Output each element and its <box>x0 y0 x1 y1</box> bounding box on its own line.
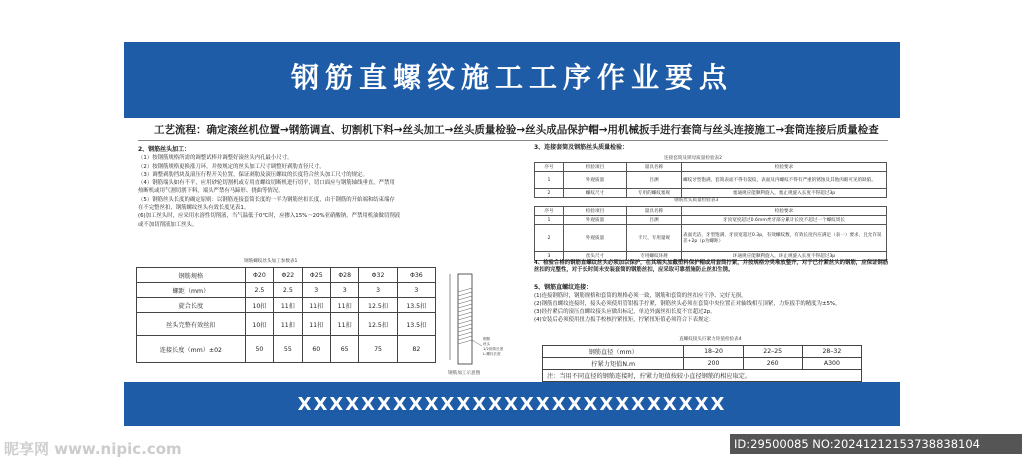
table-cell: 外观质量 <box>564 172 627 189</box>
table-cell: 65 <box>330 336 358 363</box>
diagram-label: 丝头 <box>483 342 491 346</box>
diagram-label: 钢筋 <box>483 337 491 341</box>
table-row <box>535 225 887 252</box>
table-cell: 2 <box>535 225 564 252</box>
table-cell: 量具名称 <box>627 163 682 172</box>
table-cell: 260 <box>743 358 802 370</box>
table2-caption: 连接套筒及锁母质量检验表2 <box>664 156 723 161</box>
table-row <box>137 298 436 313</box>
table-cell: Φ36 <box>397 268 435 283</box>
table-cell: 塞通规应能顺利旋入，塞止规旋入长度不得超过3p <box>682 189 887 198</box>
table-cell: A300 <box>802 358 861 370</box>
protection-section <box>534 260 889 274</box>
table3-caption: 钢筋丝头质量检验表3 <box>674 198 719 203</box>
table-cell: 连接长度（mm）±02 <box>137 336 246 363</box>
table-cell: 10扣 <box>245 298 273 313</box>
table-cell: 11扣 <box>330 298 358 313</box>
section-line: (2)钢筋直螺纹连接时，接头必须使用管钳扳手拧紧，钢筋丝头必须在套筒中央位置正对轴线相互顶紧，力矩扳手的精度为±5%。 <box>534 301 841 307</box>
table-cell: 序号 <box>535 207 564 216</box>
diagram-label: L-螺纹长度 <box>483 352 501 356</box>
thread-inspection-table <box>534 206 887 261</box>
table-header-row <box>137 268 436 283</box>
table1-caption: 钢筋螺纹丝头加工参数表1 <box>244 259 298 264</box>
table-header-row <box>535 207 887 216</box>
process-flow: 工艺流程：确定滚丝机位置→钢筋调直、切割机下料→丝头加工→丝头质量检验→丝头成品保护帽→用机械扳手进行套筒与丝头连接施工→套筒连接后质量检查 <box>154 124 879 136</box>
table-row <box>543 370 862 382</box>
table-row <box>137 283 436 298</box>
table-cell: 50 <box>245 336 273 363</box>
table-cell: 3 <box>359 283 397 298</box>
table-cell: 2 <box>535 189 564 198</box>
table-row <box>535 172 887 189</box>
sleeve-inspection-table <box>534 162 887 198</box>
table-header-row <box>543 346 862 358</box>
thread-parameter-table <box>136 267 436 363</box>
table-cell: 3 <box>397 283 435 298</box>
table-cell: 11扣 <box>274 298 302 313</box>
leader-line <box>472 340 482 346</box>
table-cell: 11扣 <box>302 313 330 336</box>
footer-banner <box>124 382 900 426</box>
table-cell: 检验项目 <box>564 207 627 216</box>
table-cell: Φ32 <box>359 268 397 283</box>
table-cell: 旋合长度 <box>137 298 246 313</box>
table-cell: 外观质量 <box>564 216 627 225</box>
section-line: 热断机或用气割切割下料，端头严禁有马蹄形、挠曲等情况。 <box>138 188 284 195</box>
table-cell: 表面光洁，牙型饱满，牙顶宽超过0.3p，有效螺纹数，有效长度内应满足（表一）要求，且允许误差+2p（p为螺距） <box>682 225 887 252</box>
table-cell: 13.5扣 <box>397 313 435 336</box>
table-cell: 量具名称 <box>627 207 682 216</box>
table-cell: 200 <box>684 358 743 370</box>
table-cell: 专用螺纹环规 <box>627 252 682 261</box>
table-cell: 75 <box>359 336 397 363</box>
site-watermark: 昵享网 www.nipic.com <box>4 440 182 458</box>
table-cell: 12.5扣 <box>359 298 397 313</box>
table-cell: 环通规应能顺利旋入，环止规旋入长度不得超过3p <box>682 252 887 261</box>
table-cell: 11扣 <box>274 313 302 336</box>
section-line: （1）按钢筋规格所需的调整试棒并调整好滚丝头内孔最小尺寸。 <box>138 155 293 162</box>
table-cell: 55 <box>274 336 302 363</box>
table-cell: 序号 <box>535 163 564 172</box>
section-heading: 4、检验合格的钢筋直螺纹丝头必须加以保护，在其端头加戴塑料保护帽或用套筒拧紧，并按规格分类堆放整齐，对于已拧紧丝头的钢筋，应保证钢筋丝扣的完整性，对于长时间未安装套筒的钢筋丝扣，应采取可靠措施防止丝扣生锈。 <box>534 260 889 273</box>
table-cell: 18–20 <box>684 346 743 358</box>
table-cell: 拧紧力矩值N.m <box>543 358 684 370</box>
table-cell: 牙顶宽度超过0.6mm秃牙部分累计长度不超过一个螺纹周长 <box>682 216 887 225</box>
table-row <box>543 358 862 370</box>
table-cell: 22–25 <box>743 346 802 358</box>
table-cell: 82 <box>397 336 435 363</box>
table-header-row <box>535 163 887 172</box>
table-cell: Φ25 <box>302 268 330 283</box>
table-cell: 11扣 <box>330 313 358 336</box>
table-cell: 卡尺、专用量规 <box>627 225 682 252</box>
table-cell: 28–32 <box>802 346 861 358</box>
table-cell: 丝头完整有效丝扣 <box>137 313 246 336</box>
table-cell: 螺纹尺寸 <box>564 189 627 198</box>
table-row <box>137 313 436 336</box>
section-line: 或不加切削液加工丝头。 <box>138 221 198 228</box>
table-note: 注：当用不同直径的钢筋连接时，拧紧力矩值按较小直径钢筋的相应取定。 <box>543 370 862 382</box>
table-cell: 检验要求 <box>682 207 887 216</box>
section-line: (1)连接钢筋时，钢筋规格和套筒的规格必须一致，钢筋和套筒的丝扣应干净、完好无损。 <box>534 293 747 299</box>
quality-inspection-section <box>534 144 889 152</box>
table-cell: 丝头尺寸 <box>564 252 627 261</box>
table-cell: 螺距（mm） <box>137 283 246 298</box>
section-heading: 5、钢筋直螺纹连接： <box>534 284 593 291</box>
thread-processing-section <box>138 146 510 229</box>
header-banner <box>124 42 900 118</box>
signboard <box>124 42 900 426</box>
table-cell: 检验要求 <box>682 163 887 172</box>
section-heading: 3、连接套筒及钢筋丝头质量检验： <box>534 144 629 151</box>
section-line: (6)加工丝头时，应采用水溶性切削液，当气温低于0℃时，应掺入15%～20%亚硝酸钠。严禁用机油做切削液 <box>138 213 401 220</box>
diagram-label: 1/2套筒长度 <box>483 347 504 351</box>
table-cell: 3 <box>330 283 358 298</box>
table-cell: 外观质量 <box>564 225 627 252</box>
diagram-caption: 钢筋加工示意图 <box>448 371 481 376</box>
footer-text: XXXXXXXXXXXXXXXXXXXXXXXXXXX <box>297 394 727 415</box>
table-cell: 专用的螺纹塞规 <box>627 189 682 198</box>
section-line: (3)经拧紧后的滚压直螺纹接头应做出标记，单边外露丝扣长度不宜超过2p。 <box>534 309 716 315</box>
rebar-shape <box>458 274 472 364</box>
connection-section <box>534 284 889 324</box>
table-cell: 1 <box>535 172 564 189</box>
section-line: （2）按钢筋规格更换涨刀环，并按规定的丝头加工尺寸调整好剥肋直径尺寸。 <box>138 163 325 170</box>
section-line: (4)安装后必须使用扭力扳手校核拧紧扭矩，拧紧扭矩值必须符合下表规定： <box>534 317 715 323</box>
table-cell: 3 <box>302 283 330 298</box>
section-heading: 2、钢筋丝头加工： <box>138 146 191 153</box>
table-cell: 1 <box>535 216 564 225</box>
table-cell: 检验项目 <box>564 163 627 172</box>
table-cell: 13.5扣 <box>397 298 435 313</box>
image-id-watermark: ID:29500085 NO:20241212153738838104 <box>730 434 1022 454</box>
section-line: （5）钢筋丝头长度的确定原则：以钢筋连接套筒长度的一半为钢筋丝扣长度，由于钢筋的开始端和结束端存 <box>138 196 395 203</box>
table-row <box>137 336 436 363</box>
rebar-diagram <box>446 270 522 378</box>
torque-table <box>542 345 862 382</box>
table-cell: Φ20 <box>245 268 273 283</box>
section-line: 在不完整丝扣，钢筋螺纹丝头有效长度见表1。 <box>138 205 250 212</box>
table-cell: Φ28 <box>330 268 358 283</box>
table-cell: 2.5 <box>245 283 273 298</box>
board-title: 钢筋直螺纹施工工序作业要点 <box>290 61 733 94</box>
table4-caption: 直螺纹接头拧紧力矩值检验表4 <box>679 337 742 342</box>
table-cell: 11扣 <box>302 298 330 313</box>
table-cell: 12.5扣 <box>359 313 397 336</box>
table-cell: Φ22 <box>274 268 302 283</box>
table-cell: 10扣 <box>245 313 273 336</box>
table-cell: 2.5 <box>274 283 302 298</box>
divider <box>138 140 888 141</box>
table-cell: 目测 <box>627 216 682 225</box>
table-row <box>535 216 887 225</box>
table-cell: 螺纹牙型饱满，套筒表面不得有裂纹，表面及内螺纹不得有严重的锈蚀及其他肉眼可见的缺陷。 <box>682 172 887 189</box>
section-line: （4）钢筋端头如有不平，应用砂轮切割机或专用直螺纹切断机进行切平，切口面应与钢筋轴线垂直，严禁用 <box>138 180 395 187</box>
table-cell: 目测 <box>627 172 682 189</box>
section-line: （3）调整剥肋挡块及滚压行程开关位置，保证剥肋及滚压螺纹的长度符合丝头加工尺寸的规定。 <box>138 171 368 178</box>
table-cell: 60 <box>302 336 330 363</box>
table-cell: 钢筋直径（mm） <box>543 346 684 358</box>
table-cell: 钢筋规格 <box>137 268 246 283</box>
table-cell: 3 <box>535 252 564 261</box>
